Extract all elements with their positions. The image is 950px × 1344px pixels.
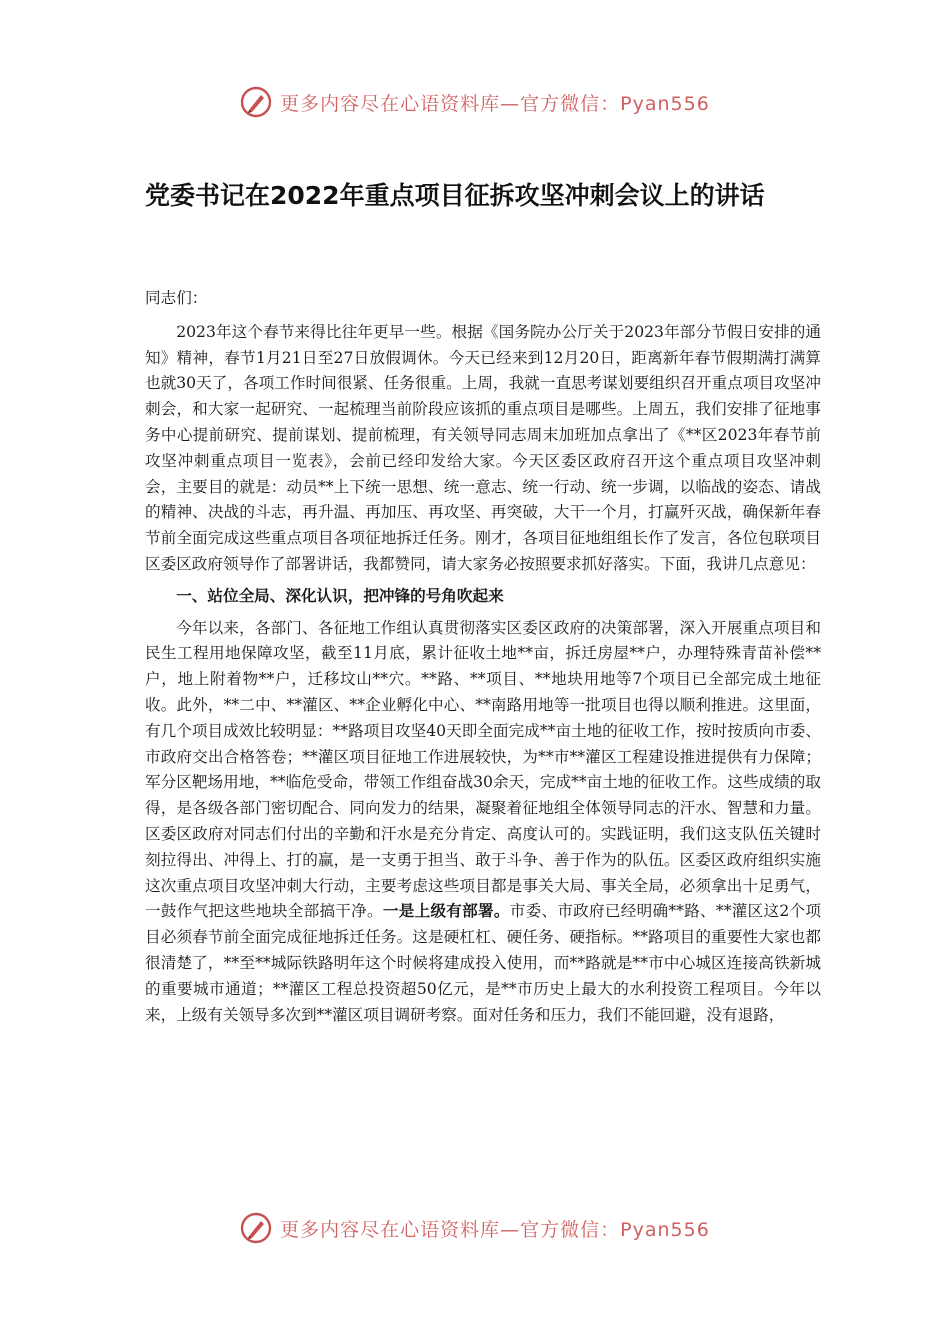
- section-1-bold-point: 一是上级有部署。: [382, 902, 510, 921]
- document-title: 党委书记在2022年重点项目征拆攻坚冲刺会议上的讲话: [145, 181, 765, 210]
- salutation: 同志们：: [145, 289, 208, 307]
- section-1-paragraph: [145, 616, 821, 1029]
- intro-paragraph: 2023年这个春节来得比往年更早一些。根据《国务院办公厅关于2023年部分节假日安排的通知》精神，春节1月21日至27日放假调休。今天已经来到12月20日，距离新年春节假期满打满算也就30天了，各项工作时间很紧、任务很重。上周，我就一直思考谋划要组织召开重点项目攻坚冲刺会，和大家一起研究、一起梳理当前阶段应该抓的重点项目是哪些。上周五，我们安排了征地事务中心提前研究、提前谋划、提前梳理，有关领导同志周末加班加点拿出了《**区2023年春节前攻坚冲刺重点项目一览表》，会前已经印发给大家。今天区委区政府召开这个重点项目攻坚冲刺会，主要目的就是：动员**上下统一思想、统一意志、统一行动、统一步调，以临战的姿态、请战的精神、决战的斗志，再升温、再加压、再攻坚、再突破，大干一个月，打赢歼灭战，确保新年春节前全面完成这些重点项目各项征地拆迁任务。刚才，各项目征地组组长作了发言，各位包联项目区委区政府领导作了部署讲话，我都赞同，请大家务必按照要求抓好落实。下面，我讲几点意见：: [145, 322, 821, 573]
- watermark-footer: [0, 1212, 950, 1244]
- document-body: [145, 286, 821, 1028]
- watermark-text: 更多内容尽在心语资料库—官方微信：Pyan556: [280, 92, 710, 115]
- watermark-text: 更多内容尽在心语资料库—官方微信：Pyan556: [280, 1218, 710, 1241]
- section-1-text-before: 今年以来，各部门、各征地工作组认真贯彻落实区委区政府的决策部署，深入开展重点项目和民生工程用地保障攻坚，截至11月底，累计征收土地**亩，拆迁房屋**户，办理特殊青苗补偿**户，地上附着物**户，迁移坟山**穴。**路、**项目、**地块用地等7个项目已全部完成土地征收。此外，**二中、**灌区、**企业孵化中心、**南路用地等一批项目也得以顺利推进。这里面，有几个项目成效比较明显：**路项目攻坚40天即全面完成**亩土地的征收工作，按时按质向市委、市政府交出合格答卷；**灌区项目征地工作进展较快，为**市**灌区工程建设推进提供有力保障；军分区靶场用地，**临危受命，带领工作组奋战30余天，完成**亩土地的征收工作。这些成绩的取得，是各级各部门密切配合、同向发力的结果，凝聚着征地组全体领导同志的汗水、智慧和力量。区委区政府对同志们付出的辛勤和汗水是充分肯定、高度认可的。实践证明，我们这支队伍关键时刻拉得出、冲得上、打的赢，是一支勇于担当、敢于斗争、善于作为的队伍。区委区政府组织实施这次重点项目攻坚冲刺大行动，主要考虑这些项目都是事关大局、事关全局，必须拿出十足勇气，一鼓作气把这些地块全部搞干净。: [145, 618, 821, 921]
- pen-logo-icon: [240, 86, 272, 118]
- section-1-text-after: 市委、市政府已经明确**路、**灌区这2个项目必须春节前全面完成征地拆迁任务。这是硬杠杠、硬任务、硬指标。**路项目的重要性大家也都很清楚了，**至**城际铁路明年这个时候将建成投入使用，而**路就是**市中心城区连接高铁新城的重要城市通道；**灌区工程总投资超50亿元，是**市历史上最大的水利投资工程项目。今年以来，上级有关领导多次到**灌区项目调研考察。面对任务和压力，我们不能回避，没有退路，: [145, 902, 821, 1024]
- section-heading-1: 一、站位全局、深化认识，把冲锋的号角吹起来: [176, 586, 504, 605]
- pen-logo-icon: [240, 1212, 272, 1244]
- watermark-header: [0, 86, 950, 118]
